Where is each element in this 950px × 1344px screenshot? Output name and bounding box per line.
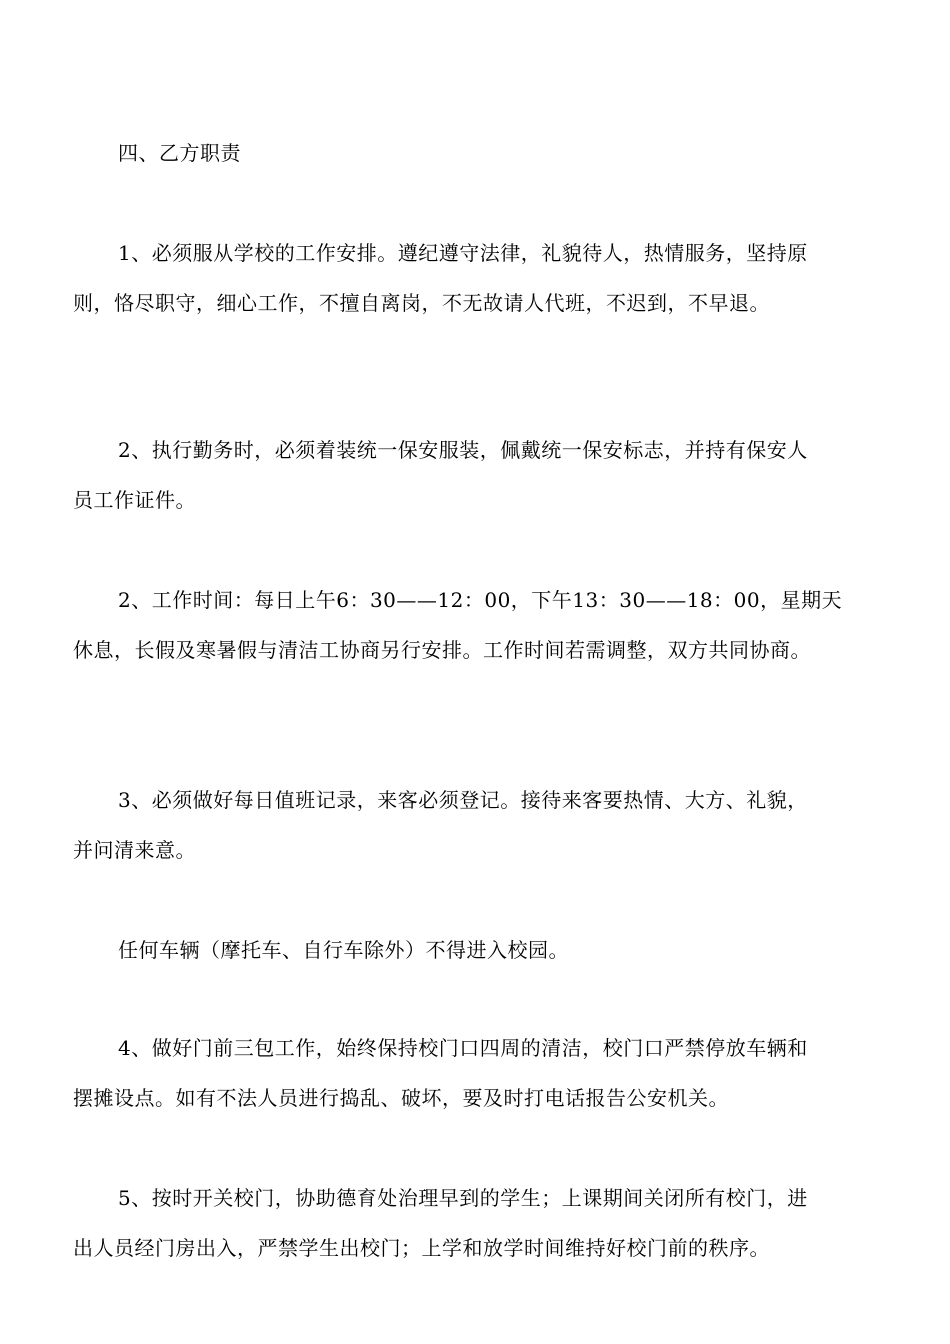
item-4-line-1: 3、必须做好每日值班记录，来客必须登记。接待来客要热情、大方、礼貌， <box>118 788 808 812</box>
section-heading: 四、乙方职责 <box>118 141 241 165</box>
item-4-line-2: 并问清来意。 <box>73 838 196 862</box>
item-vehicles-line-1: 任何车辆（摩托车、自行车除外）不得进入校园。 <box>118 938 569 962</box>
item-1-line-2: 则，恪尽职守，细心工作，不擅自离岗，不无故请人代班，不迟到，不早退。 <box>73 291 770 315</box>
item-5-line-1: 4、做好门前三包工作，始终保持校门口四周的清洁，校门口严禁停放车辆和 <box>118 1036 808 1060</box>
item-6-line-2: 出人员经门房出入，严禁学生出校门；上学和放学时间维持好校门前的秩序。 <box>73 1236 770 1260</box>
item-3-line-2: 休息，长假及寒暑假与清洁工协商另行安排。工作时间若需调整，双方共同协商。 <box>73 638 811 662</box>
item-1-line-1: 1、必须服从学校的工作安排。遵纪遵守法律，礼貌待人，热情服务，坚持原 <box>118 241 808 265</box>
item-2-line-1: 2、执行勤务时，必须着装统一保安服装，佩戴统一保安标志，并持有保安人 <box>118 438 808 462</box>
item-5-line-2: 摆摊设点。如有不法人员进行捣乱、破坏，要及时打电话报告公安机关。 <box>73 1086 729 1110</box>
item-6-line-1: 5、按时开关校门，协助德育处治理早到的学生；上课期间关闭所有校门，进 <box>118 1186 808 1210</box>
item-2-line-2: 员工作证件。 <box>73 488 196 512</box>
item-3-line-1: 2、工作时间：每日上午6：30——12：00，下午13：30——18：00，星期天 <box>118 588 843 612</box>
